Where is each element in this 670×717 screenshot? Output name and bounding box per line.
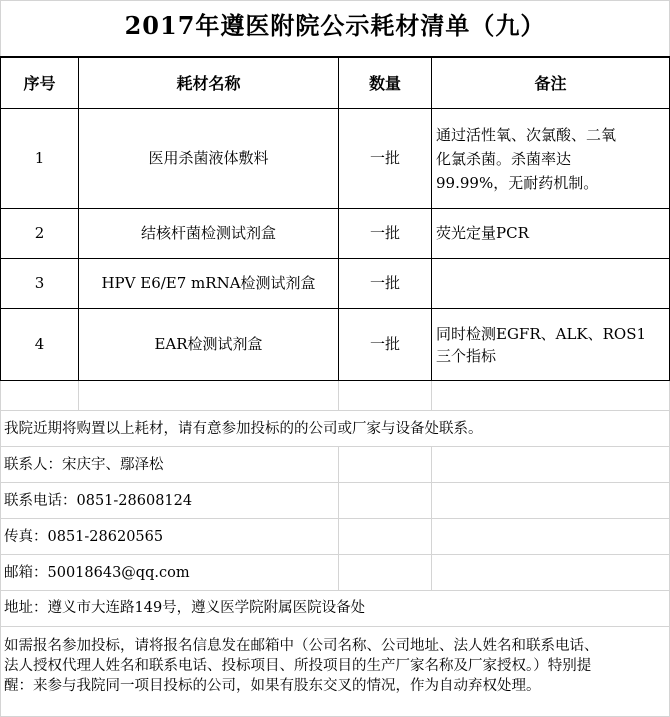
row-3-index: 3 xyxy=(34,274,45,292)
row-2-quantity: 一批 xyxy=(369,224,400,242)
gridline xyxy=(0,410,670,411)
row-1-remark xyxy=(432,109,669,208)
row-4-name: EAR检测试剂盒 xyxy=(154,335,263,353)
gridline xyxy=(0,0,670,1)
gridline xyxy=(0,626,670,627)
row-1-name: 医用杀菌液体敷料 xyxy=(148,149,269,167)
contact-email: 邮箱：50018643@qq.com xyxy=(4,565,190,581)
header-remark: 备注 xyxy=(534,73,567,93)
row-3-quantity: 一批 xyxy=(369,274,400,292)
contact-address: 地址：遵义市大连路149号，遵义医学院附属医院设备处 xyxy=(4,600,366,616)
footer-line: 如需报名参加投标，请将报名信息发在邮箱中（公司名称、公司地址、法人姓名和联系电话、 xyxy=(4,638,599,654)
notice-text: 我院近期将购置以上耗材，请有意参加投标的的公司或厂家与设备处联系。 xyxy=(4,421,483,437)
gridline xyxy=(0,518,670,519)
row-1-remark-line: 化氯杀菌。杀菌率达 xyxy=(436,149,572,168)
header-index: 序号 xyxy=(23,73,56,93)
footer-paragraph xyxy=(4,636,668,696)
gridline xyxy=(0,554,670,555)
row-3-remark xyxy=(432,259,669,308)
row-2-index: 2 xyxy=(34,224,45,242)
gridline xyxy=(78,380,79,410)
gridline xyxy=(0,446,670,447)
row-4-remark-line: 同时检测EGFR、ALK、ROS1 xyxy=(436,324,647,343)
gridline xyxy=(431,380,432,410)
row-1-quantity: 一批 xyxy=(369,149,400,167)
row-4-remark xyxy=(432,309,669,380)
gridline xyxy=(338,446,339,590)
gridline xyxy=(431,446,432,590)
row-4-index: 4 xyxy=(34,335,45,353)
header-quantity: 数量 xyxy=(368,73,401,93)
contact-phone: 联系电话：0851-28608124 xyxy=(4,493,193,509)
row-1-index: 1 xyxy=(34,149,45,167)
page-title: 2017年遵医附院公示耗材清单（九） xyxy=(124,11,546,40)
row-1-remark-line: 99.99%，无耐药机制。 xyxy=(436,173,599,192)
row-1-remark-line: 通过活性氧、次氯酸、二氧 xyxy=(436,125,617,144)
footer-line: 法人授权代理人姓名和联系电话、投标项目、所投项目的生产厂家名称及厂家授权。）特别提 xyxy=(4,658,592,674)
gridline xyxy=(338,380,339,410)
row-4-quantity: 一批 xyxy=(369,335,400,353)
contact-person: 联系人：宋庆宇、鄢泽松 xyxy=(4,457,164,473)
row-4-remark-line: 三个指标 xyxy=(436,346,497,365)
gridline xyxy=(0,590,670,591)
row-2-name: 结核杆菌检测试剂盒 xyxy=(140,224,276,242)
footer-line: 醒：来参与我院同一项目投标的公司，如果有股东交叉的情况，作为自动弃权处理。 xyxy=(4,678,541,694)
table-border xyxy=(0,380,670,381)
row-2-remark: 荧光定量PCR xyxy=(436,224,529,242)
header-name: 耗材名称 xyxy=(176,73,241,93)
gridline xyxy=(0,482,670,483)
row-3-name: HPV E6/E7 mRNA检测试剂盒 xyxy=(101,274,316,292)
contact-fax: 传真：0851-28620565 xyxy=(4,529,164,545)
